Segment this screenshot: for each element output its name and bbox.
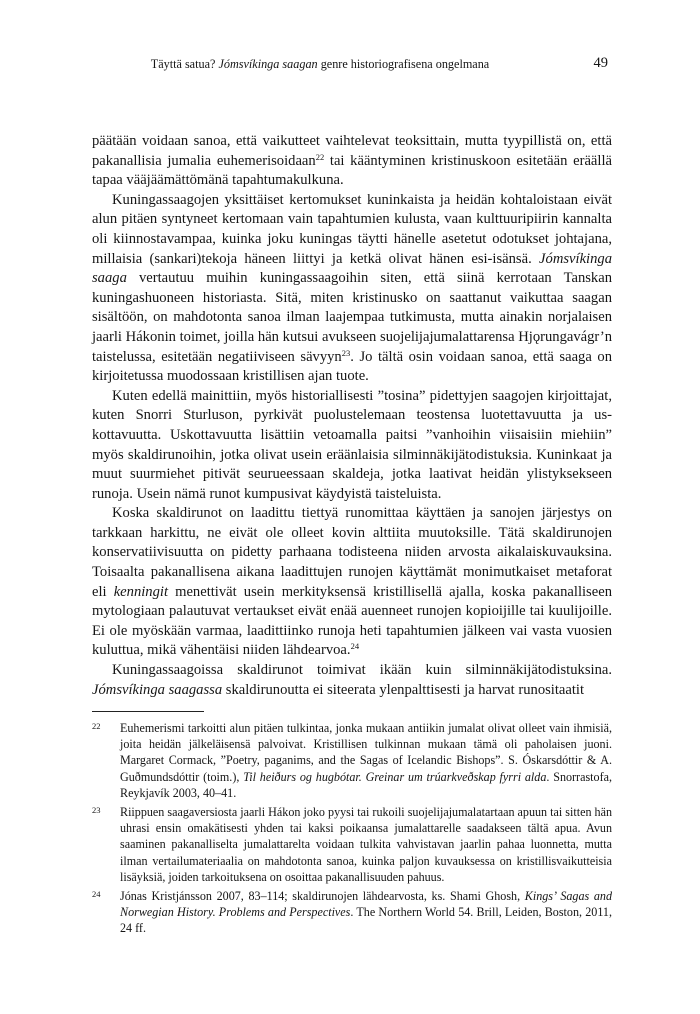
paragraph-text: Kuningassaagojen yksittäiset kertomukset kuninkaista ja heidän kohtaloistaan eivät alun pitäen syntyneet kertomaan vain tapahtumien kulusta, vaan kulttuuripiirin kannalta oli kiinnostavampaa, kuinka joku kuningas täytti hänelle asetetut odotukset johtajana, millaisia (sankari)tekoja häneen liittyi ja ketkä olivat hänen esi-isänsä. <box>92 191 612 267</box>
footnote-italic: Kings’ Sagas and Norwegian History. Problems and Perspectives <box>120 889 612 920</box>
running-title <box>92 57 548 72</box>
paragraph-text: tai kääntyminen kristinuskoon esitetään eräällä tapaa vääjäämättömänä tapahtumakulkuna. <box>92 152 612 189</box>
paragraph-text: vertautuu muihin kuningassaagoihin siten, että siinä kerrotaan Tanskan kuningashuoneen historiasta. Sitä, miten kristinusko on saattanut vaikuttaa saagan sisältöön, on mahdotonta sanoa ilman laajempaa tutkimusta, mutta ainakin norjalaisen jaarli Hákonin toimet, joilla hän kutsui avukseen suojelijajumalattarensa Hjǫrungavágr’n taistelussa, esitetään negatiiviseen sävyyn <box>92 270 612 365</box>
running-title-text: Täyttä satua? <box>150 57 219 71</box>
footnotes <box>92 720 612 940</box>
footnote-text: Riippuen saagaversiosta jaarli Hákon joko pyysi tai rukoili suojelijajumalatartaan apuun tai sitten hän uhrasi ensin omakätisesti yhden tai kaksi poikaansa jumalattarelle saadakseen tältä apua. Avun saaminen pakanalliselta jumalattarelta voidaan tulkita vahvistavan jaarlin pahaa luonnetta, mutta ilman vertailumateriaalia on mahdotonta sanoa, kuinka paljon kuvauksessa on kristillisvaikutteisia lisäyksiä, joiden tarkoituksena on osoittaa pakanallisuuden pahuus. <box>120 805 612 884</box>
footnote-divider <box>92 711 204 712</box>
paragraph <box>92 191 612 387</box>
paragraph <box>92 387 612 505</box>
paragraph-text: . Jo tältä osin voidaan sanoa, että saaga on kirjoitetussa muodossaan kristillisen ajan tuote. <box>92 348 612 385</box>
footnote-italic: Til heiðurs og hugbótar. Greinar um trúarkveðskap fyrri alda <box>243 769 547 784</box>
paragraph <box>92 661 612 700</box>
footnote-text: . The Northern World 54. Brill, Leiden, Boston, 2011, 24 ff. <box>120 905 612 936</box>
footnote <box>92 804 612 885</box>
paragraph <box>92 132 612 191</box>
italic-title: Jómsvíkinga saagassa <box>92 681 223 698</box>
italic-term: kenningit <box>113 583 168 600</box>
running-title-text-end: genre historiografisena ongelmana <box>317 57 490 71</box>
footnote-number: 23 <box>92 805 101 816</box>
paragraph-text: Kuten edellä mainittiin, myös historiallisesti ”tosina” pidettyjen saagojen kirjoittajat, kuten Snorri Sturluson, pyrkivät puolustelemaan teostensa luotettavuutta ja uskottavuutta. Uskottavuutta lisättiin vetoamalla paitsi ”vanhoihin viisaisiin miehiin” myös skaldirunoihin, jotka olivat usein eräänlaisia silminnäkijätodistuksia. Kuninkaat ja muut suurmiehet pitivät seurueessaan skaldeja, jotka laativat heidän ylistyksekseen runoja. Usein nämä runot kumpusivat käydyistä taisteluista. <box>92 387 612 502</box>
paragraph-text: skaldirunoutta ei siteerata ylenpalttisesti ja harvat runositaatit <box>222 681 585 698</box>
footnote <box>92 720 612 801</box>
italic-title: Jómsvíkinga saaga <box>92 250 612 287</box>
footnote-ref[interactable]: 24 <box>350 641 360 652</box>
running-title-italic: Jómsvíkinga saagan <box>218 57 318 71</box>
page-number: 49 <box>593 55 608 71</box>
running-header <box>92 55 608 75</box>
paragraph-text: päätään voidaan sanoa, että vaikutteet vaihtelevat teoksittain, mutta tyypillistä on, että pakanallisia jumalia euhemerisoidaan <box>92 133 612 169</box>
footnote-number: 24 <box>92 889 101 900</box>
footnote-text: Jónas Kristjánsson 2007, 83–114; skaldirunojen lähdearvosta, ks. Shami Ghosh, <box>120 889 525 904</box>
paragraph-text: Kuningassaagoissa skaldirunot toimivat ikään kuin silminnäkijätodistuksina. <box>112 662 612 679</box>
footnote-text: . Snorrastofa, Reykjavík 2003, 40–41. <box>120 769 612 800</box>
paragraph <box>92 504 612 661</box>
footnote-number: 22 <box>92 721 101 731</box>
main-text <box>92 132 612 700</box>
footnote-ref[interactable]: 22 <box>315 151 325 162</box>
footnote-ref[interactable]: 23 <box>341 347 351 358</box>
footnote <box>92 888 612 937</box>
paragraph-text: Koska skaldirunot on laadittu tiettyä runomittaa käyttäen ja sanojen järjestys on tarkkaan harkittu, ne eivät ole olleet kovin alttiita muutoksille. Tätä skaldirunojen konservatiivisuutta on pidetty parhaana todisteena niiden arvosta aikalaiskuvauksina. Toisaalta pakanallisena aikana laadittujen runojen käyttämät monimutkaiset metaforat eli <box>92 505 612 600</box>
paragraph-text: menettivät usein merkityksensä kristillisellä ajalla, koska pakanalliseen mytologiaan palautuvat vertaukset eivät enää auenneet runojen kopioijille tai kuulijoille. Ei ole myöskään varmaa, laadittiinko runoja heti tapahtumien jälkeen vai vasta vuosien kuluttua, mikä vähentäisi niiden lähdearvoa. <box>92 583 612 659</box>
footnote-text: Euhemerismi tarkoitti alun pitäen tulkintaa, jonka mukaan antiikin jumalat olivat olleet vain ihmisiä, joita heidän jälkeläisensä palvoivat. Kristillisen tulkinnan mukaan tämä oli paholaisen juoni. Margaret Cormack, ”Poetry, paganims, and the Sagas of Icelandic Bishops”. S. Óskarsdóttir & A. Guðmundsdóttir (toim.), <box>120 721 612 784</box>
